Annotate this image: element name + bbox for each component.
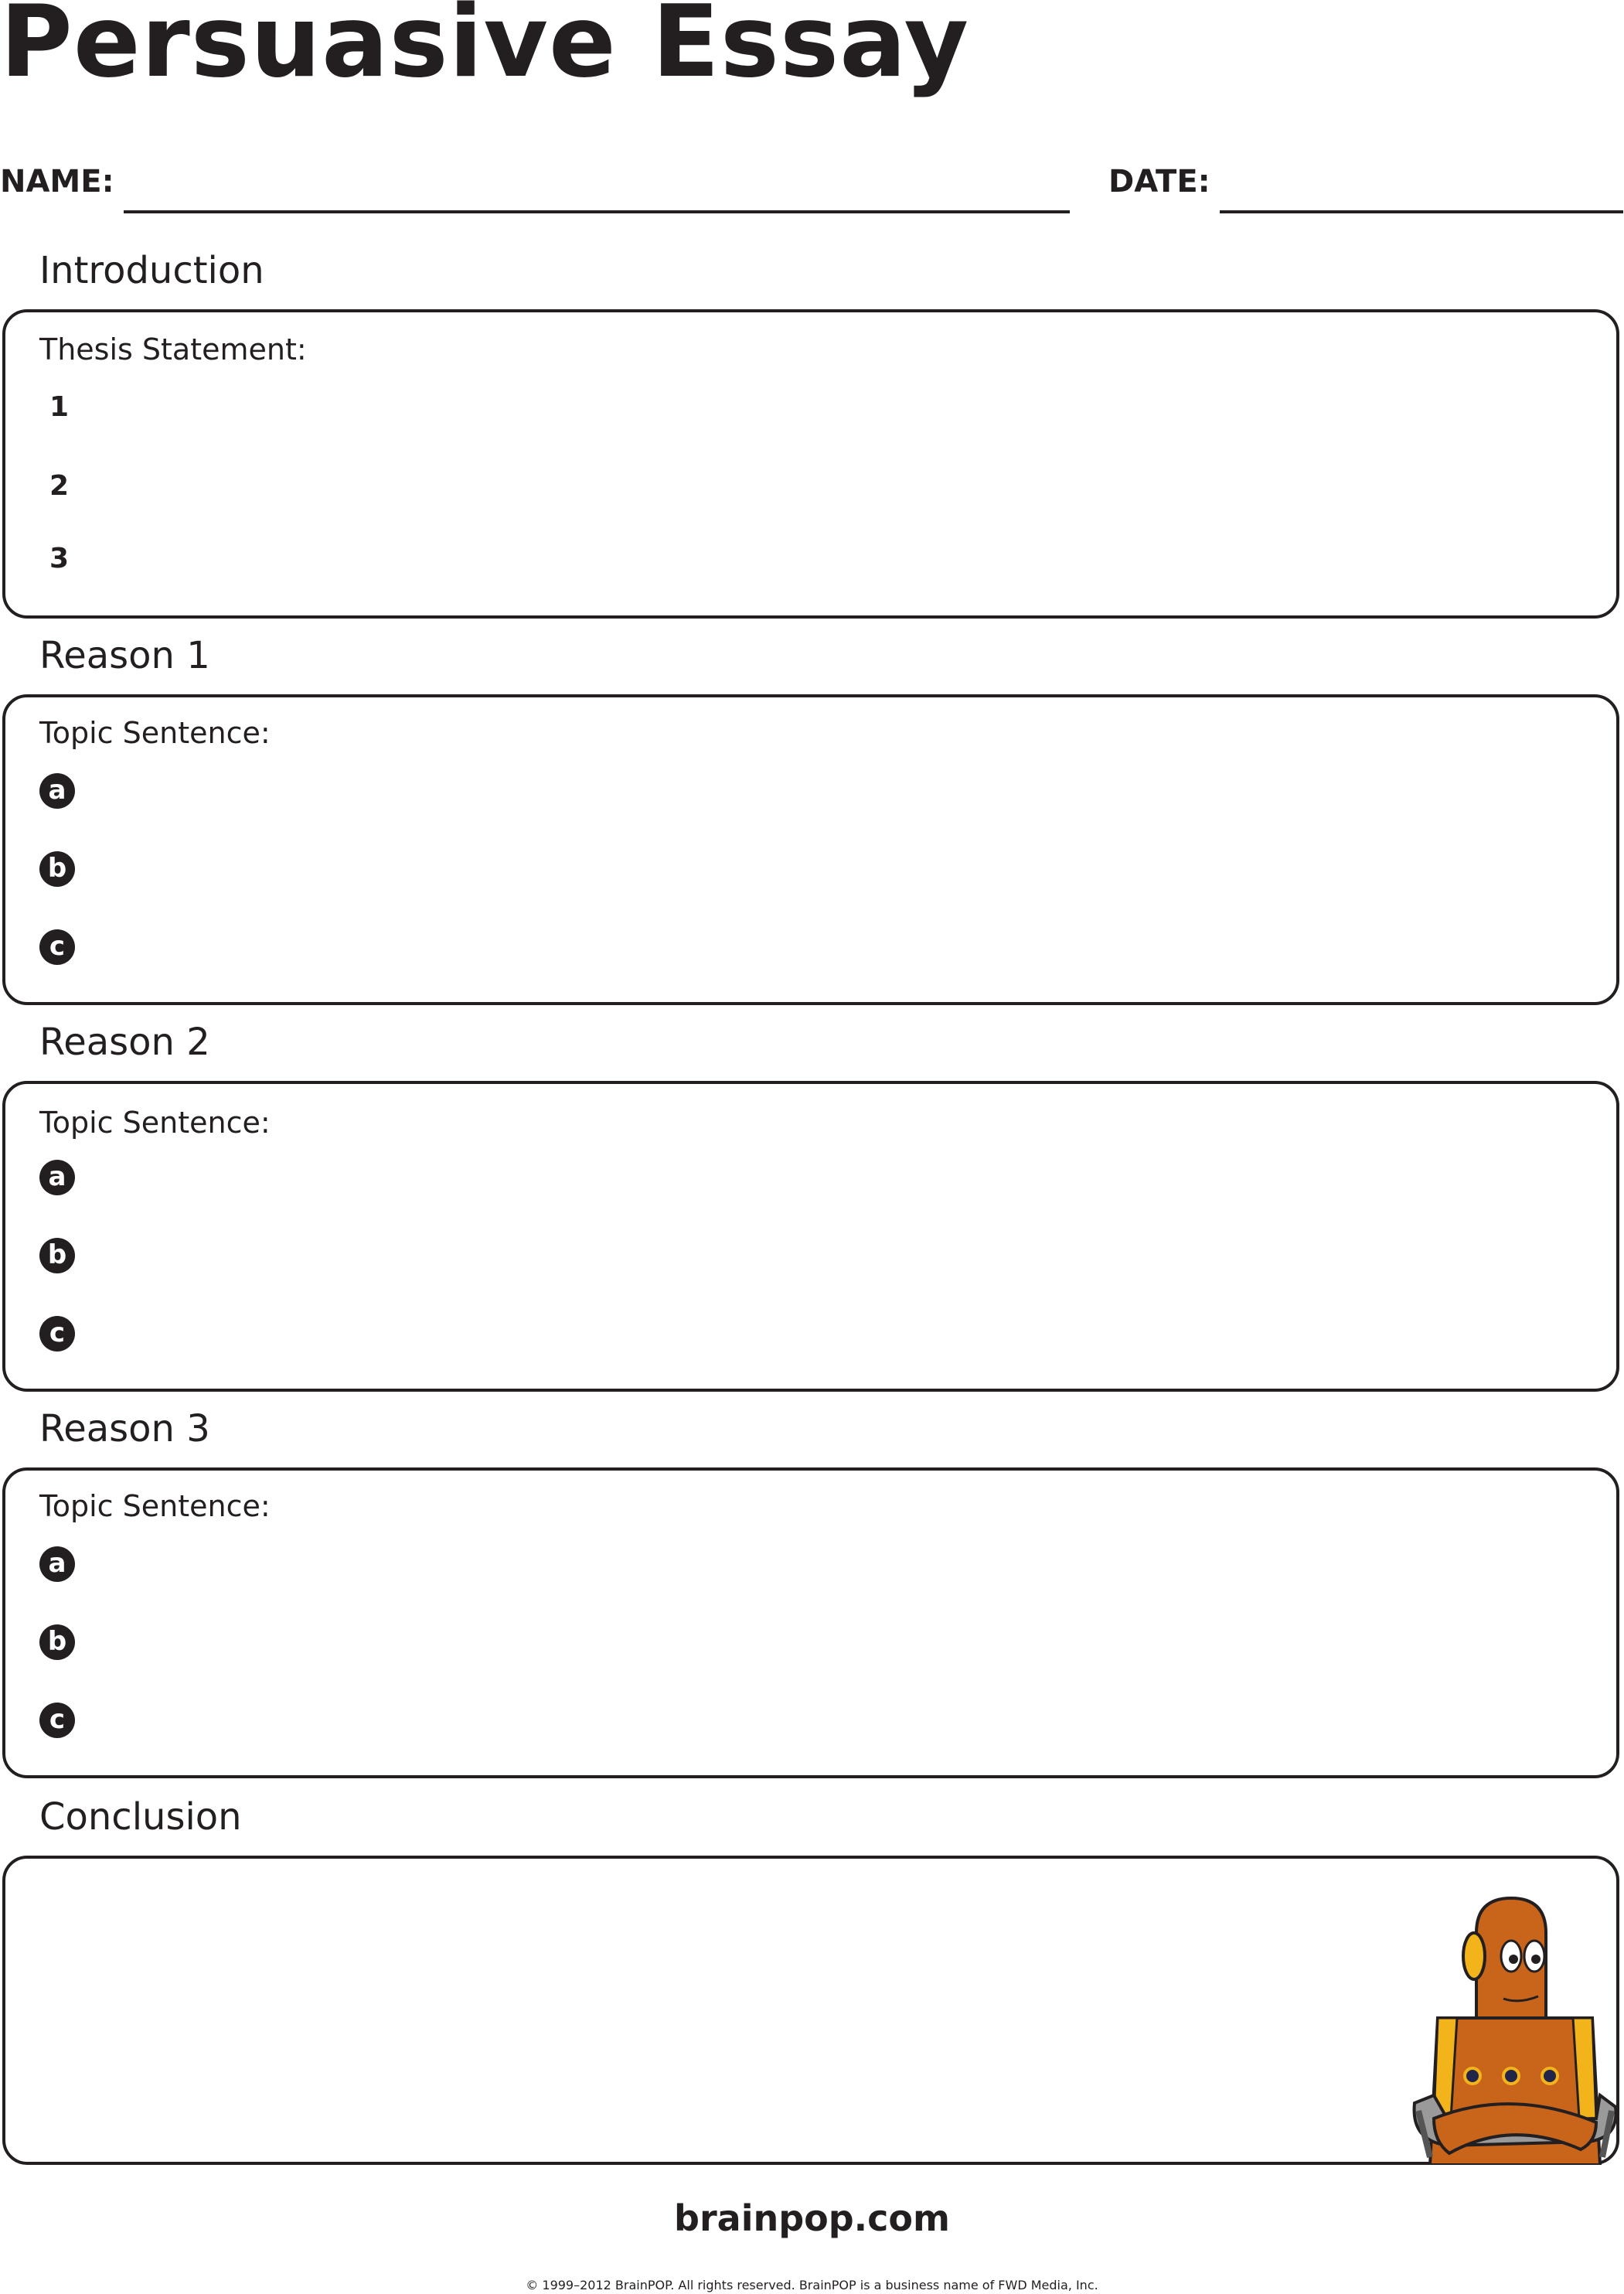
reason-3-bullet-a: a — [39, 1546, 75, 1582]
conclusion-box[interactable] — [2, 1856, 1619, 2165]
reason-2-bullet-a: a — [39, 1160, 75, 1195]
date-line[interactable] — [1220, 210, 1623, 213]
reason-3-bullet-c: c — [39, 1703, 75, 1738]
reason-2-topic-label: Topic Sentence: — [39, 1106, 271, 1140]
conclusion-heading: Conclusion — [39, 1795, 242, 1839]
name-label: NAME: — [0, 164, 114, 199]
robot-mascot-icon — [1403, 1887, 1624, 2165]
footer-site-link[interactable]: brainpop.com — [674, 2197, 950, 2239]
reason-2-bullet-b: b — [39, 1238, 75, 1273]
copyright-text: © 1999–2012 BrainPOP. All rights reserved. BrainPOP is a business name of FWD Media, Inc. — [526, 2278, 1098, 2292]
thesis-item-2: 2 — [49, 470, 70, 502]
reason-1-topic-label: Topic Sentence: — [39, 716, 271, 750]
thesis-item-3: 3 — [49, 543, 70, 574]
reason-1-bullet-a: a — [39, 773, 75, 809]
date-label: DATE: — [1108, 164, 1210, 199]
reason-1-bullet-b: b — [39, 851, 75, 887]
page-title: Persuasive Essay — [0, 0, 969, 100]
reason-3-topic-label: Topic Sentence: — [39, 1489, 271, 1523]
reason-1-bullet-c: c — [39, 929, 75, 965]
introduction-heading: Introduction — [39, 249, 264, 292]
reason-2-heading: Reason 2 — [39, 1021, 210, 1064]
reason-1-heading: Reason 1 — [39, 634, 210, 677]
reason-2-bullet-c: c — [39, 1316, 75, 1352]
reason-3-heading: Reason 3 — [39, 1407, 210, 1450]
thesis-item-1: 1 — [49, 391, 70, 423]
reason-3-bullet-b: b — [39, 1624, 75, 1660]
name-line[interactable] — [124, 210, 1070, 213]
thesis-statement-label: Thesis Statement: — [39, 332, 307, 366]
